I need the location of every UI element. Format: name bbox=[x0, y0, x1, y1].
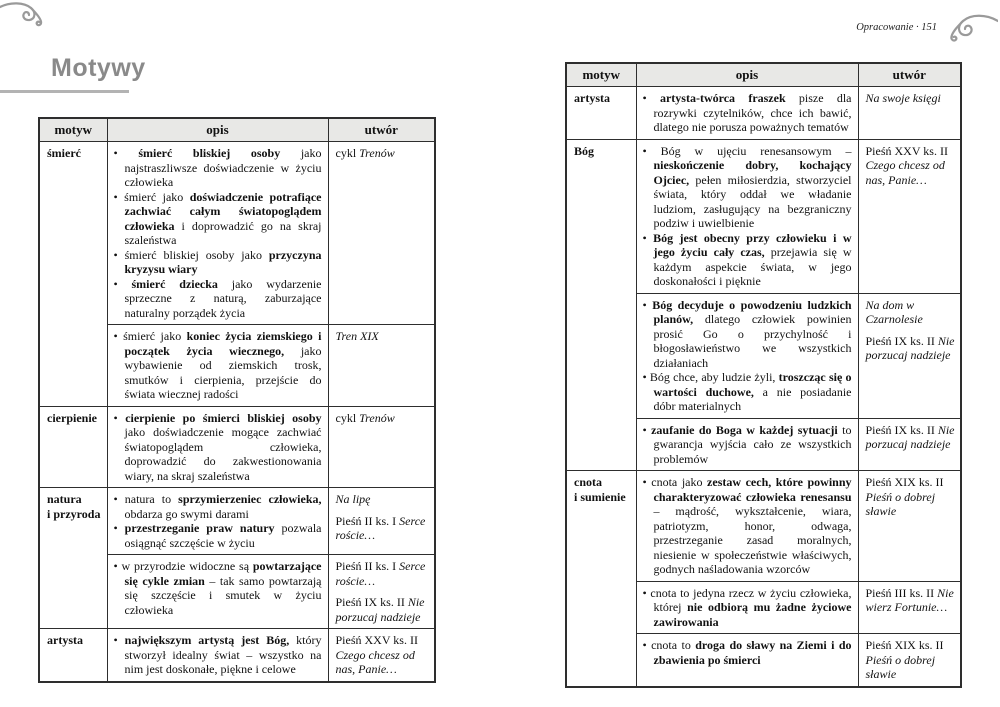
work-cell: Na swoje księgi bbox=[858, 87, 961, 140]
table-row bbox=[39, 629, 435, 682]
bullet-marker: • bbox=[642, 585, 651, 600]
table-row bbox=[39, 142, 435, 325]
work-cell: Pieśń XXV ks. II Czego chcesz od nas, Panie… bbox=[858, 139, 961, 293]
bullet-marker: • bbox=[113, 633, 125, 647]
description-cell: • zaufanie do Boga w każdej sytuacji to gwarancja wyjścia cało ze wszystkich problemów bbox=[636, 418, 858, 471]
work-cell: cykl Trenów bbox=[328, 406, 435, 488]
work-cell: Na lipę Pieśń II ks. I Serce roście… bbox=[328, 488, 435, 555]
description-cell: • natura to sprzymierzeniec człowieka, obdarza go swymi darami • przestrzeganie praw natury pozwala osiągnąć szczęście w życiu bbox=[107, 488, 328, 555]
bullet-marker: • bbox=[642, 638, 652, 652]
description-cell: • śmierć bliskiej osoby jako najstraszliwsze doświadczenie w życiu człowieka • śmierć jako doświadczenie potrafiące zachwiać całym światopoglądem człowieka i doprowadzić go na skraj szaleństwa • śmierć bliskiej osoby jako przyczyna kryzysu wiary • śmierć dziecka jako wydarzenie sprzeczne z naturą, zaburzające naturalny porządek życia bbox=[107, 142, 328, 325]
description-cell: • Bóg decyduje o powodzeniu ludzkich planów, dlatego człowiek powinien prosić Go o przychylność i błogosławieństwo we wszystkich działaniach • Bóg chce, aby ludzie żyli, troszcząc się o wartości duchowe, a nie posiadanie dóbr materialnych bbox=[636, 293, 858, 418]
motif-cell-artysta: artysta bbox=[39, 629, 107, 682]
work-cell: cykl Trenów bbox=[328, 142, 435, 325]
running-header: Opracowanie · 151 bbox=[856, 22, 937, 33]
bullet-marker: • bbox=[642, 475, 652, 489]
work-cell: Pieśń XIX ks. II Pieśń o dobrej sławie bbox=[858, 471, 961, 582]
description-cell: • Bóg w ujęciu renesansowym – nieskończenie dobry, kochający Ojciec, pełen miłosierdzia, stworzyciel świata, który oddał we władanie ludziom, zasługujący na bezgraniczny podziw i uwielbienie • Bóg jest obecny przy człowieku i w jego życiu cały czas, przejawia się w każdym aspekcie świata, w jego doskonałości i pięknie bbox=[636, 139, 858, 293]
column-header-utwor: utwór bbox=[858, 63, 961, 87]
description-cell: • cnota jako zestaw cech, które powinny charakteryzować człowieka renesansu – mądrość, wykształcenie, wiara, patriotyzm, honor, odwaga, przestrzeganie zasad moralnych, niesienie w społeczeństwie właściwych, godnych naśladowania wzorców bbox=[636, 471, 858, 582]
description-cell: • cnota to jedyna rzecz w życiu człowieka, której nie odbiorą mu żadne życiowe zawirowania bbox=[636, 581, 858, 634]
motif-cell-cierpienie: cierpienie bbox=[39, 406, 107, 488]
title-underline-rule bbox=[0, 90, 129, 93]
work-cell: Pieśń IX ks. II Nie porzucaj nadzieje bbox=[858, 418, 961, 471]
table-row bbox=[39, 488, 435, 555]
bullet-marker: • bbox=[113, 492, 125, 506]
bullet-marker: • bbox=[642, 297, 653, 312]
bullet-marker: • bbox=[113, 559, 122, 573]
work-cell: Pieśń III ks. II Nie wierz Fortunie… bbox=[858, 581, 961, 634]
table-row bbox=[566, 87, 961, 140]
description-cell: • największym artystą jest Bóg, który stworzył idealny świat – wszystko na nim jest doskonałe, piękne i celowe bbox=[107, 629, 328, 682]
column-header-opis: opis bbox=[636, 63, 858, 87]
motif-cell-artysta: artysta bbox=[566, 87, 636, 140]
motif-cell-cnota: cnota i sumienie bbox=[566, 471, 636, 687]
description-cell: • śmierć jako koniec życia ziemskiego i początek życia wiecznego, jako wybawienie od ziemskich trosk, smutków i cierpienia, przejście do świata wiecznej radości bbox=[107, 325, 328, 407]
work-cell: Pieśń XXV ks. II Czego chcesz od nas, Panie… bbox=[328, 629, 435, 682]
work-cell: Na dom w Czarnolesie Pieśń IX ks. II Nie porzucaj nadzieje bbox=[858, 293, 961, 418]
flourish-swirl-icon bbox=[942, 12, 998, 44]
bullet-marker: • bbox=[113, 521, 125, 535]
bullet-marker: • bbox=[113, 329, 124, 343]
bullet-marker: • bbox=[113, 276, 132, 291]
table-row bbox=[566, 139, 961, 293]
column-header-motyw: motyw bbox=[566, 63, 636, 87]
motif-cell-bog: Bóg bbox=[566, 139, 636, 471]
description-cell: • cnota to droga do sławy na Ziemi i do zbawienia po śmierci bbox=[636, 634, 858, 687]
column-header-motyw: motyw bbox=[39, 118, 107, 142]
motifs-table-right bbox=[565, 62, 962, 688]
page-title: Motywy bbox=[51, 54, 146, 82]
description-cell: • artysta-twórca fraszek pisze dla rozrywki czytelników, chce ich bawić, dlatego nie porusza poważnych tematów bbox=[636, 87, 858, 140]
motif-cell-smierc: śmierć bbox=[39, 142, 107, 407]
bullet-marker: • bbox=[113, 247, 125, 262]
description-cell: • w przyrodzie widoczne są powtarzające się cykle zmian – tak samo powtarzają się szczęście i smutek w życiu człowieka bbox=[107, 555, 328, 629]
work-cell: Pieśń II ks. I Serce roście… Pieśń IX ks. II Nie porzucaj nadzieje bbox=[328, 555, 435, 629]
work-cell: Tren XIX bbox=[328, 325, 435, 407]
bullet-marker: • bbox=[642, 370, 650, 384]
motif-cell-natura: natura i przyroda bbox=[39, 488, 107, 629]
description-cell: • cierpienie po śmierci bliskiej osoby jako doświadczenie mogące zachwiać światopoglądem człowieka, doprowadzić do zakwestionowania wiary, na skraj szaleństwa bbox=[107, 406, 328, 488]
column-header-utwor: utwór bbox=[328, 118, 435, 142]
bullet-marker: • bbox=[642, 422, 652, 437]
bullet-marker: • bbox=[113, 146, 139, 160]
column-header-opis: opis bbox=[107, 118, 328, 142]
bullet-marker: • bbox=[642, 143, 661, 158]
bullet-marker: • bbox=[642, 91, 660, 105]
flourish-swirl-icon bbox=[0, 0, 50, 28]
table-row bbox=[566, 471, 961, 582]
bullet-marker: • bbox=[642, 230, 654, 245]
work-cell: Pieśń XIX ks. II Pieśń o dobrej sławie bbox=[858, 634, 961, 687]
bullet-marker: • bbox=[113, 410, 126, 425]
bullet-marker: • bbox=[113, 189, 125, 204]
motifs-table-left bbox=[38, 117, 436, 683]
table-row bbox=[39, 406, 435, 488]
